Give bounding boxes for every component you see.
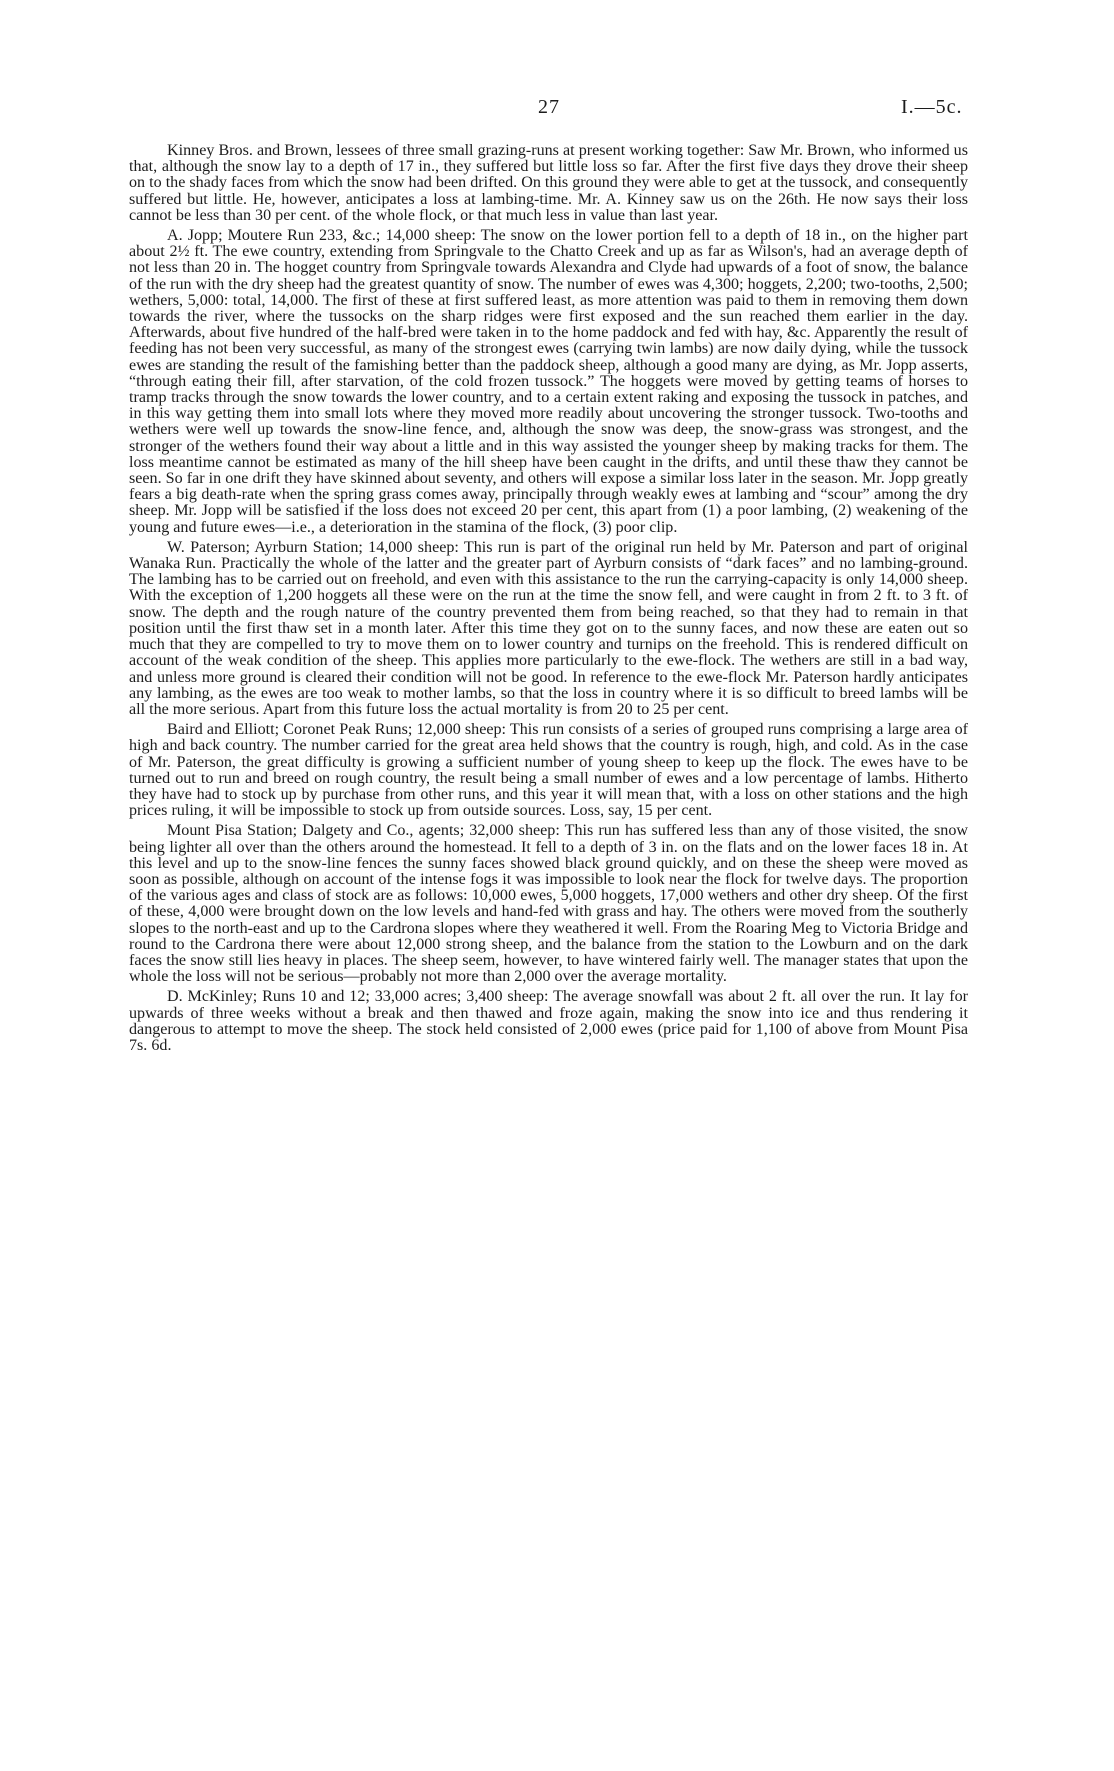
- document-reference: I.—5c.: [901, 96, 963, 118]
- paragraph-jopp: A. Jopp; Moutere Run 233, &c.; 14,000 sheep: The snow on the lower portion fell to a depth of 18 in., on the higher part about 2½ ft. The ewe country, extending from Springvale to the Chatto Creek and up as far as Wilson's, had an average depth of not less than 20 in. The hogget country from Springvale towards Alexandra and Clyde had upwards of a foot of snow, the balance of the run with the dry sheep had the greatest quantity of snow. The number of ewes was 4,300; hoggets, 2,200; two-tooths, 2,500; wethers, 5,000: total, 14,000. The first of these at first suffered least, as more attention was paid to them in removing them down towards the river, where the tussocks on the sharp ridges were first exposed and the sun reached them earlier in the day. Afterwards, about five hundred of the half-bred were taken in to the home paddock and fed with hay, &c. Apparently the result of feeding has not been very successful, as many of the strongest ewes (carrying twin lambs) are now daily dying, while the tussock ewes are standing the result of the famishing better than the paddock sheep, although a good many are dying, as Mr. Jopp asserts, “through eating their fill, after starvation, of the cold frozen tussock.” The hoggets were moved by getting teams of horses to tramp tracks through the snow towards the lower country, and to a certain extent raking and exposing the tussock in patches, and in this way getting them into small lots where they moved more readily about uncovering the stronger tussock. Two-tooths and wethers were well up towards the snow-line fence, and, although the snow was deep, the snow-grass was strongest, and the stronger of the wethers found their way about a little and in this way assisted the younger sheep by making tracks for them. The loss meantime cannot be estimated as many of the hill sheep have been caught in the drifts, and until these thaw they cannot be seen. So far in one drift they have skinned about seventy, and others will expose a similar loss later in the season. Mr. Jopp greatly fears a big death-rate when the spring grass comes away, principally through weakly ewes at lambing and “scour” among the dry sheep. Mr. Jopp will be satisfied if the loss does not exceed 20 per cent, this apart from (1) a poor lambing, (2) weakening of the young and future ewes—i.e., a deterioration in the stamina of the flock, (3) poor clip.: [129, 227, 968, 536]
- paragraph-kinney-bros: Kinney Bros. and Brown, lessees of three small grazing-runs at present working together: Saw Mr. Brown, who informed us that, although the snow lay to a depth of 17 in., they suffered but little loss so far. After the first five days they drove their sheep on to the shady faces from which the snow had been drifted. On this ground they were able to get at the tussock, and consequently suffered but little. He, however, anticipates a loss at lambing-time. Mr. A. Kinney saw us on the 26th. He now says their loss cannot be less than 30 per cent. of the whole flock, or that much less in value than last year.: [129, 142, 968, 224]
- paragraph-baird-elliott: Baird and Elliott; Coronet Peak Runs; 12,000 sheep: This run consists of a series of grouped runs comprising a large area of high and back country. The number carried for the great area held shows that the country is rough, high, and cold. As in the case of Mr. Paterson, the great difficulty is growing a sufficient number of young sheep to keep up the flock. The ewes have to be turned out to run and breed on rough country, the result being a small number of ewes and a low percentage of lambs. Hitherto they have had to stock up by purchase from other runs, and this year it will mean that, with a loss on other stations and the high prices ruling, it will be impossible to stock up from outside sources. Loss, say, 15 per cent.: [129, 721, 968, 820]
- report-body: [129, 143, 968, 1054]
- page-number: 27: [538, 96, 560, 118]
- paragraph-mount-pisa: Mount Pisa Station; Dalgety and Co., agents; 32,000 sheep: This run has suffered less than any of those visited, the snow being lighter all over than the others around the homestead. It fell to a depth of 3 in. on the flats and on the lower faces 18 in. At this level and up to the snow-line fences the sunny faces showed black ground quickly, and on these the sheep were moved as soon as possible, although on account of the intense fogs it was impossible to look near the flock for twelve days. The proportion of the various ages and class of stock are as follows: 10,000 ewes, 5,000 hoggets, 17,000 wethers and other dry sheep. Of the first of these, 4,000 were brought down on the low levels and hand-fed with grass and hay. The others were moved from the southerly slopes to the north-east and up to the Cardrona slopes where they weathered it well. From the Roaring Meg to Victoria Bridge and round to the Cardrona there were about 12,000 strong sheep, and the balance from the station to the Lowburn and on the dark faces the snow still lies heavy in places. The sheep seem, however, to have wintered fairly well. The manager states that upon the whole the loss will not be serious—probably not more than 2,000 over the average mortality.: [129, 822, 968, 986]
- paragraph-paterson: W. Paterson; Ayrburn Station; 14,000 sheep: This run is part of the original run held by Mr. Paterson and part of original Wanaka Run. Practically the whole of the latter and the greater part of Ayrburn consists of “dark faces” and no lambing-ground. The lambing has to be carried out on freehold, and even with this assistance to the run the carrying-capacity is only 14,000 sheep. With the exception of 1,200 hoggets all these were on the run at the time the snow fell, and were caught in from 2 ft. to 3 ft. of snow. The depth and the rough nature of the country prevented them from being reached, so that they had to remain in that position until the first thaw set in a month later. After this time they got on to the sunny faces, and now these are eaten out so much that they are compelled to try to move them on to lower country and turnips on the freehold. This is rendered difficult on account of the weak condition of the sheep. This applies more particularly to the ewe-flock. The wethers are still in a bad way, and unless more ground is cleared their condition will not be good. In reference to the ewe-flock Mr. Paterson hardly anticipates any lambing, as the ewes are too weak to mother lambs, so that the loss in country where it is so difficult to breed lambs will be all the more serious. Apart from this future loss the actual mortality is from 20 to 25 per cent.: [129, 538, 968, 718]
- paragraph-mckinley: D. McKinley; Runs 10 and 12; 33,000 acres; 3,400 sheep: The average snowfall was about 2 ft. all over the run. It lay for upwards of three weeks without a break and then thawed and froze again, making the snow into ice and thus rendering it dangerous to attempt to move the sheep. The stock held consisted of 2,000 ewes (price paid for 1,100 of above from Mount Pisa 7s. 6d.: [129, 988, 968, 1054]
